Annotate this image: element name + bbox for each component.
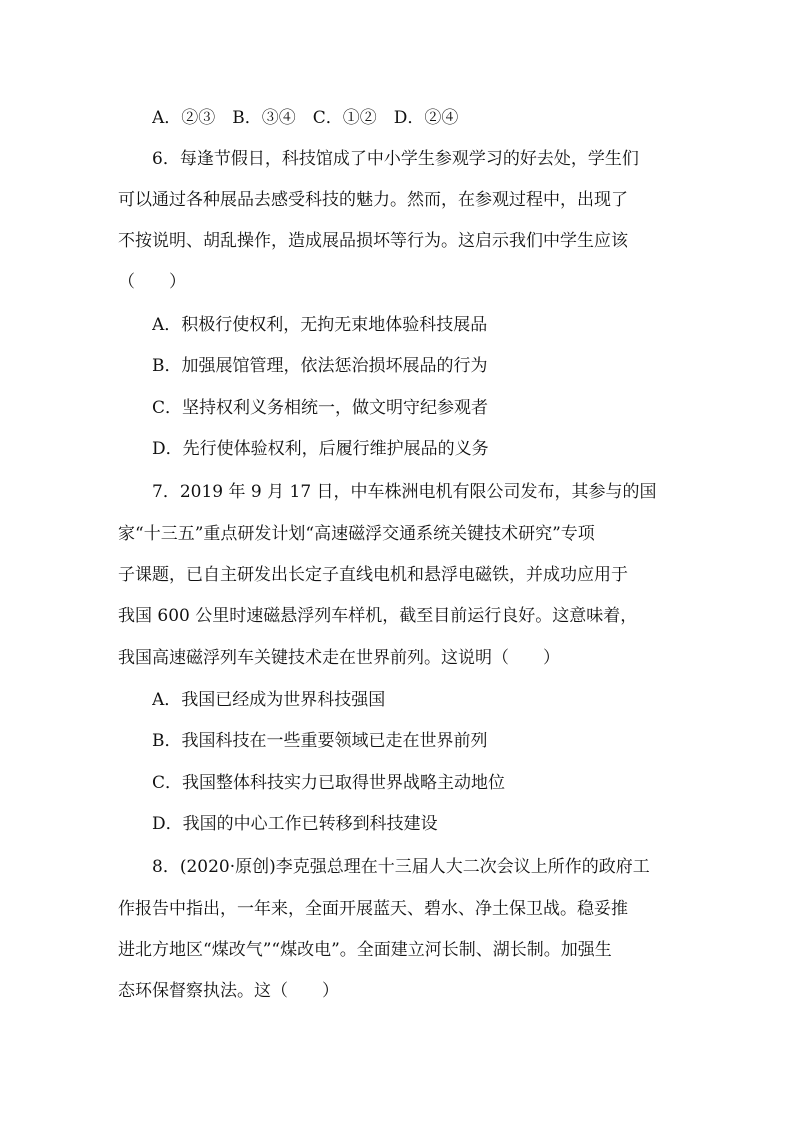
q7-stem-line-1: 7．2019 年 9 月 17 日，中车株洲电机有限公司发布，其参与的国: [152, 482, 657, 502]
q6-stem-line-1: 6．每逢节假日，科技馆成了中小学生参观学习的好去处，学生们: [152, 149, 639, 169]
q6-stem-line-3: 不按说明、胡乱操作，造成展品损坏等行为。这启示我们中学生应该: [118, 231, 628, 251]
q7-stem-line-2: 家“十三五”重点研发计划“高速磁浮交通系统关键技术研究”专项: [118, 524, 595, 544]
q8-stem-line-4: 态环保督察执法。这（ ）: [118, 981, 339, 1001]
q6-stem-line-4: （ ）: [118, 272, 186, 292]
q6-option-a: A．积极行使权利，无拘无束地体验科技展品: [152, 315, 488, 335]
q8-stem-line-3: 进北方地区“煤改气”“煤改电”。全面建立河长制、湖长制。加强生: [118, 940, 612, 960]
q7-option-b: B．我国科技在一些重要领域已走在世界前列: [152, 731, 488, 751]
q5-options: A．②③ B．③④ C．①② D．②④: [152, 108, 459, 128]
q6-option-d: D．先行使体验权利，后履行维护展品的义务: [152, 439, 489, 459]
q8-stem-line-2: 作报告中指出，一年来，全面开展蓝天、碧水、净土保卫战。稳妥推: [118, 899, 628, 919]
q8-stem-line-1: 8．(2020·原创)李克强总理在十三届人大二次会议上所作的政府工: [152, 857, 650, 877]
q6-option-b: B．加强展馆管理，依法惩治损坏展品的行为: [152, 356, 488, 376]
q6-stem-line-2: 可以通过各种展品去感受科技的魅力。然而，在参观过程中，出现了: [118, 190, 628, 210]
q7-stem-line-3: 子课题，已自主研发出长定子直线电机和悬浮电磁铁，并成功应用于: [118, 565, 628, 585]
q6-option-c: C．坚持权利义务相统一，做文明守纪参观者: [152, 398, 489, 418]
q7-option-d: D．我国的中心工作已转移到科技建设: [152, 814, 438, 834]
q7-option-a: A．我国已经成为世界科技强国: [152, 690, 386, 710]
q7-stem-line-5: 我国高速磁浮列车关键技术走在世界前列。这说明（ ）: [118, 648, 560, 668]
q7-stem-line-4: 我国 600 公里时速磁悬浮列车样机，截至目前运行良好。这意味着，: [118, 606, 638, 626]
q7-option-c: C．我国整体科技实力已取得世界战略主动地位: [152, 773, 506, 793]
